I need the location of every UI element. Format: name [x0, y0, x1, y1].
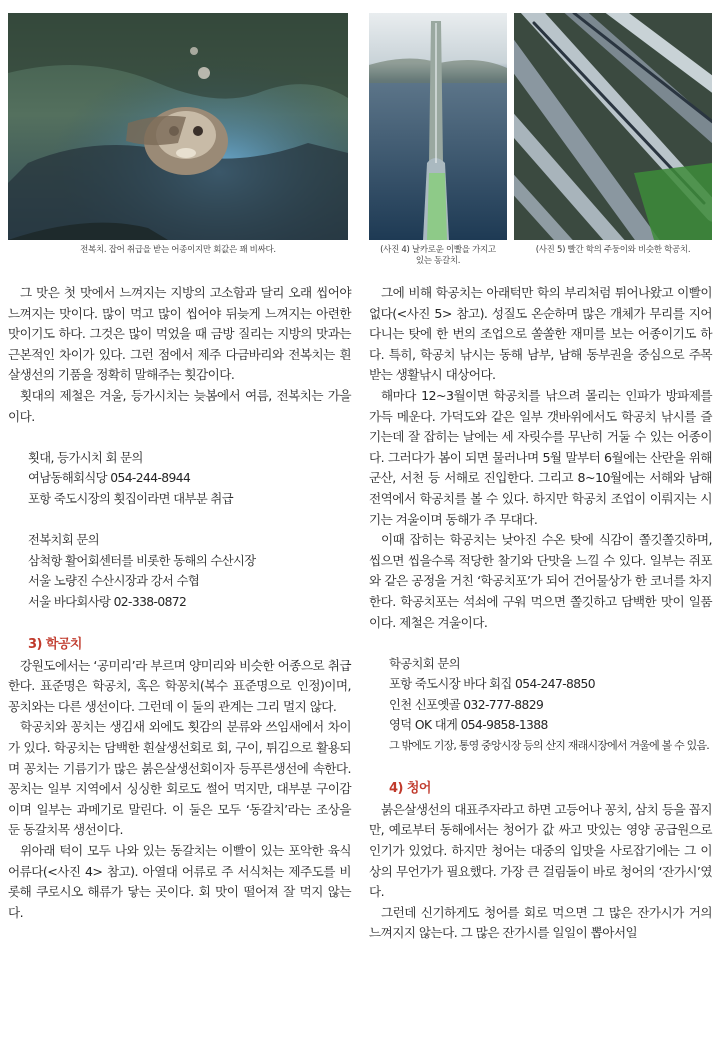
- jeonbokchi-fish-image: [8, 13, 348, 240]
- needlefish-image: [369, 13, 507, 240]
- info-line: 삼척항 활어회센터를 비롯한 동해의 수산시장: [28, 553, 256, 568]
- info-block-jeonbokchi: [8, 530, 351, 612]
- paragraph: 횟대의 제철은 겨울, 등가시치는 늦봄에서 여름, 전복치는 가을이다.: [8, 387, 351, 424]
- info-line: 인천 신포옛골 032-777-8829: [389, 697, 544, 712]
- photo-hakgongchi-5-caption: (사진 5) 빨간 학의 주둥이와 비슷한 학공치.: [535, 245, 691, 255]
- paragraph: 학공치와 꽁치는 생김새 외에도 횟감의 분류와 쓰임새에서 차이가 있다. 학공치는 담백한 흰살생선회로 회, 구이, 튀김으로 활용되며 꽁치는 기름기가 많은 붉은살생선회이자 등푸른생선에 속한다. 꽁치는 일부 지역에서 싱싱한 회로도 썰어 먹지만, 대부분 구이감이며 일부는 과메기로 말린다. 이 둘은 모두 ‘동갈치’라는 조상을 둔 동갈치목 생선이다.: [8, 719, 351, 838]
- caption-line-2: 있는 동갈치.: [415, 256, 461, 266]
- photo-hakgongchi-4: [369, 13, 507, 240]
- info-block-hakgongchi: [369, 654, 712, 757]
- info-line: 학공치회 문의: [389, 656, 460, 671]
- halfbeak-pile-image: [514, 13, 712, 240]
- right-column: [369, 283, 712, 944]
- info-note: 그 밖에도 기장, 통영 중앙시장 등의 산지 재래시장에서 겨울에 볼 수 있음.: [389, 739, 710, 753]
- paragraph: 그에 비해 학공치는 아래턱만 학의 부리처럼 튀어나왔고 이빨이 없다(<사진 5> 참고). 성질도 온순하며 많은 개체가 무리를 지어 다니는 탓에 한 번의 조업으로 쏠쏠한 재미를 보는 어종이기도 하다. 특히, 학공치 낚시는 동해 남부, 남해 동부권을 중심으로 주목받는 생활낚시 대상어다.: [369, 285, 712, 383]
- section-heading-cheongeo: 4) 청어: [389, 781, 431, 797]
- info-block-hoetdae: [8, 448, 351, 510]
- info-line: 여남동해회식당 054-244-8944: [28, 471, 191, 486]
- photo-hakgongchi-4-caption: [369, 245, 507, 267]
- paragraph: 그 맛은 첫 맛에서 느껴지는 지방의 고소함과 달리 오래 씹어야 느껴지는 맛이다. 많이 먹고 많이 씹어야 뒤늦게 느껴지는 아련한 맛이기도 하다. 그것은 많이 먹었을 때 금방 질리는 지방의 맛과는 근본적인 차이가 있다. 그런 점에서 제주 다금바리와 전복치는 흰살생선의 기품을 정확히 말해주는 횟감이다.: [8, 285, 351, 383]
- info-line: 서울 노량진 수산시장과 강서 수협: [28, 574, 200, 589]
- info-line: 포항 죽도시장의 횟집이라면 대부분 취급: [28, 491, 233, 506]
- info-line: 서울 바다회사랑 02-338-0872: [28, 594, 187, 609]
- info-line: 횟대, 등가시치 회 문의: [28, 450, 143, 465]
- paragraph: 그런데 신기하게도 청어를 회로 먹으면 그 많은 잔가시가 거의 느껴지지 않는다. 그 많은 잔가시를 일일이 뽑아서일: [369, 904, 712, 941]
- info-line: 전복치회 문의: [28, 533, 99, 548]
- paragraph: 위아래 턱이 모두 나와 있는 동갈치는 이빨이 있는 포악한 육식어류다(<사진 4> 참고). 아열대 어류로 주 서식처는 제주도를 비롯해 쿠로시오 해류가 닿는 곳이다. 회 맛이 떨어져 잘 먹지 않는다.: [8, 843, 351, 920]
- left-column: [8, 283, 351, 923]
- paragraph: 이때 잡히는 학공치는 낮아진 수온 탓에 식감이 쫄깃쫄깃하며, 씹으면 씹을수록 적당한 찰기와 단맛을 느낄 수 있다. 일부는 쥐포와 같은 공정을 거친 ‘학공치포’가 되어 건어물상가 한 코너를 차지한다. 학공치포는 석쇠에 구워 먹으면 쫄깃하고 담백한 맛이 일품이다. 제철은 겨울이다.: [369, 532, 712, 630]
- paragraph: 붉은살생선의 대표주자라고 하면 고등어나 꽁치, 삼치 등을 꼽지만, 예로부터 동해에서는 청어가 값 싸고 맛있는 영양 공급원으로 인기가 있었다. 하지만 청어는 대중의 입맛을 사로잡기에는 그 이상의 무언가가 필요했다. 가장 큰 걸림돌이 바로 청어의 ‘잔가시’였다.: [369, 801, 712, 900]
- paragraph: 강원도에서는 ‘공미리’라 부르며 양미리와 비슷한 어종으로 취급한다. 표준명은 학공치, 혹은 학꽁치(복수 표준명으로 인정)이며, 꽁치와는 다른 생선이다. 그런데 이 둘의 관계는 그리 멀지 않다.: [8, 657, 351, 714]
- section-heading-hakgongchi: 3) 학공치: [28, 637, 82, 653]
- info-line: 영덕 OK 대게 054-9858-1388: [389, 718, 548, 733]
- photo-jeonbokchi-caption: 전복치. 잡어 취급을 받는 어종이지만 회값은 꽤 비싸다.: [80, 245, 276, 255]
- photo-jeonbokchi: [8, 13, 348, 240]
- photo-hakgongchi-5: [514, 13, 712, 240]
- info-line: 포항 죽도시장 바다 회집 054-247-8850: [389, 677, 595, 692]
- paragraph: 해마다 12~3월이면 학공치를 낚으려 몰리는 인파가 방파제를 가득 메운다. 가덕도와 같은 일부 갯바위에서도 학공치 낚시를 즐기는데 잘 잡히는 날에는 세 자릿수를 무난히 거둘 수 있는 어종이다. 그러다가 봄이 되면 물러나며 5월 말부터 6월에는 산란을 위해 군산, 서천 등 서해로 진입한다. 그리고 8~10월에는 서해와 남해 전역에서 학공치를 볼 수 있다. 하지만 학공치 조업이 이뤄지는 시기는 겨울이며 동해가 주 무대다.: [369, 387, 712, 527]
- caption-line-1: (사진 4) 날카로운 이빨을 가지고: [380, 245, 496, 255]
